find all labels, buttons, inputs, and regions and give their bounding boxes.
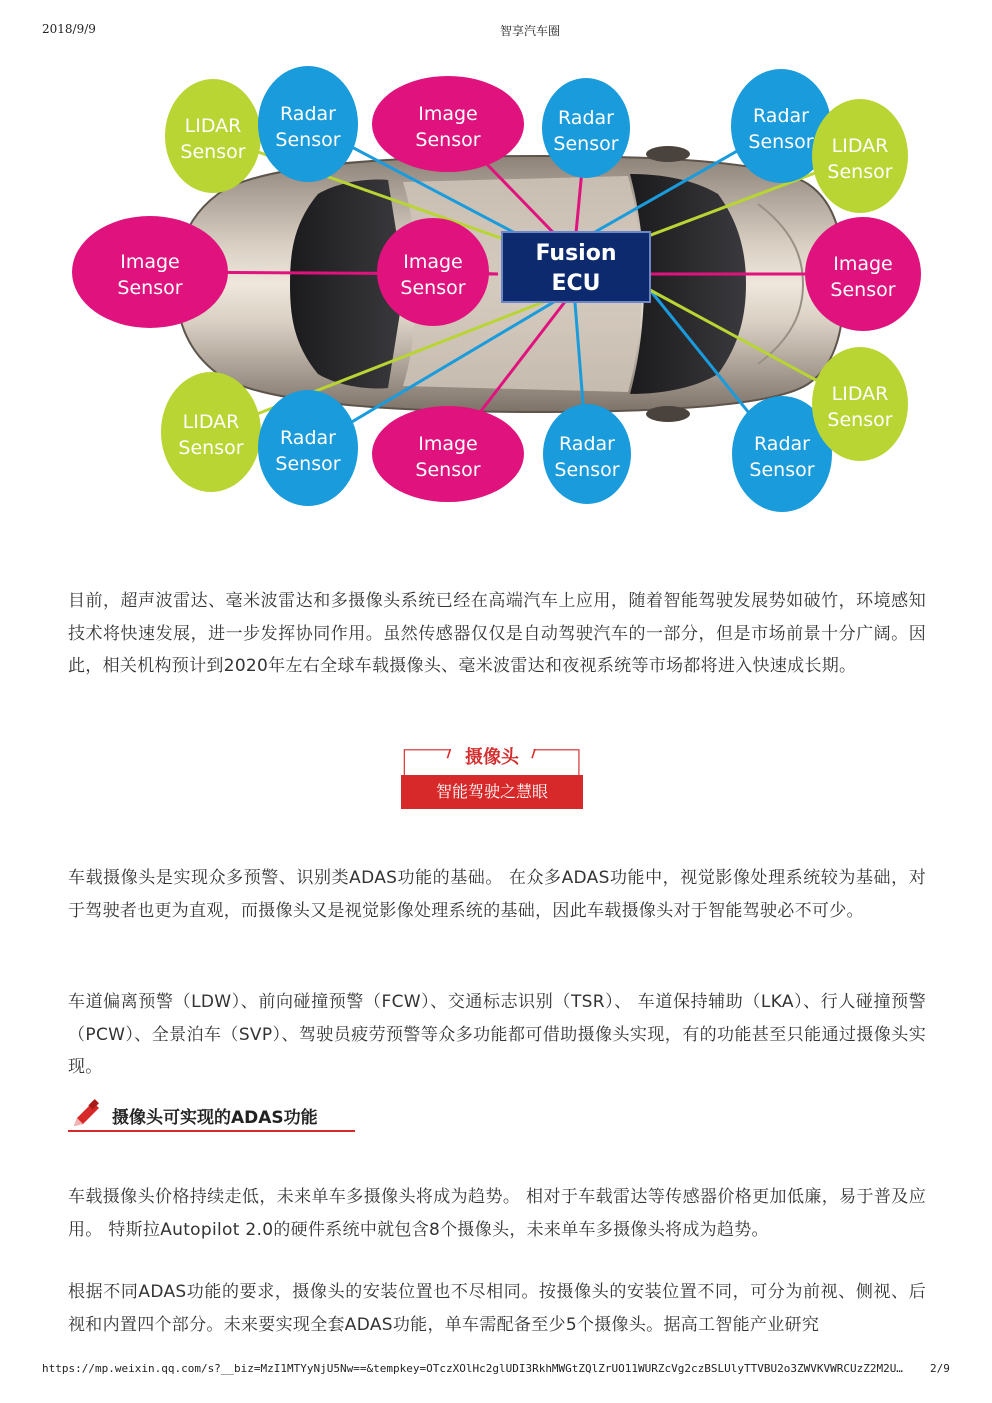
radar-sensor-label-line1: Radar xyxy=(558,107,614,129)
radar-sensor-label-line2: Sensor xyxy=(748,131,814,153)
lidar-sensor-label-line1: LIDAR xyxy=(831,383,889,405)
print-page-number: 2/9 xyxy=(930,1362,950,1375)
print-header xyxy=(0,22,992,42)
lidar-sensor-label-line1: LIDAR xyxy=(831,135,889,157)
fusion-ecu-box xyxy=(502,232,650,302)
lidar-sensor-bubble xyxy=(161,372,261,492)
image-sensor-label-line2: Sensor xyxy=(415,459,481,481)
sub-heading-text: 摄像头可实现的ADAS功能 xyxy=(112,1108,318,1128)
radar-sensor-bubble xyxy=(258,66,358,182)
lidar-sensor-label-line2: Sensor xyxy=(180,141,246,163)
print-date: 2018/9/9 xyxy=(42,22,96,36)
image-sensor-bubble xyxy=(372,406,524,502)
paragraph-3: 车道偏离预警（LDW）、前向碰撞预警（FCW）、交通标志识别（TSR）、 车道保持辅助（LKA）、行人碰撞预警（PCW）、全景泊车（SVP）、驾驶员疲劳预警等众多功能都可借助摄像头实现，有的功能甚至只能通过摄像头实现。 xyxy=(68,992,926,1077)
radar-sensor-label-line1: Radar xyxy=(280,427,336,449)
image-sensor-bubble xyxy=(372,76,524,172)
section-subtitle-banner: 智能驾驶之慧眼 xyxy=(401,775,583,809)
print-site-title: 智享汽车圈 xyxy=(499,24,560,38)
print-url: https://mp.weixin.qq.com/s?__biz=MzI1MTYyNjU5Nw==&tempkey=OTczXOlHc2glUDI3RkhMWGtZQlZrUO11WURZcVg2czBSLUlyTTVBU2o3ZWVKVWRCUzZ2M2U… xyxy=(42,1362,903,1375)
radar-sensor-label-line2: Sensor xyxy=(275,129,341,151)
lidar-sensor-label-line1: LIDAR xyxy=(182,411,240,433)
lidar-sensor-label-line2: Sensor xyxy=(178,437,244,459)
image-sensor-label-line1: Image xyxy=(418,433,478,455)
lidar-sensor-bubble xyxy=(165,79,261,193)
radar-sensor-bubble xyxy=(542,78,630,178)
image-sensor-label-line1: Image xyxy=(418,103,478,125)
lidar-sensor-label-line1: LIDAR xyxy=(184,115,242,137)
section-title-camera xyxy=(378,741,606,811)
image-sensor-label-line2: Sensor xyxy=(830,279,896,301)
image-sensor-label-line2: Sensor xyxy=(400,277,466,299)
lidar-sensor-label-line2: Sensor xyxy=(827,409,893,431)
image-sensor-bubble xyxy=(377,218,489,326)
sensor-fusion-figure xyxy=(68,44,924,514)
lidar-sensor-bubble xyxy=(812,99,908,213)
image-sensor-label-line1: Image xyxy=(120,251,180,273)
paragraph-2: 车载摄像头是实现众多预警、识别类ADAS功能的基础。 在众多ADAS功能中，视觉影像处理系统较为基础，对于驾驶者也更为直观，而摄像头又是视觉影像处理系统的基础，因此车载摄像头对于智能驾驶必不可少。 xyxy=(68,868,926,921)
section-title-text: 摄像头 xyxy=(465,747,519,768)
radar-sensor-label-line2: Sensor xyxy=(554,459,620,481)
image-sensor-bubble xyxy=(805,217,921,331)
image-sensor-label-line2: Sensor xyxy=(117,277,183,299)
radar-sensor-label-line2: Sensor xyxy=(275,453,341,475)
paragraph-4: 车载摄像头价格持续走低，未来单车多摄像头将成为趋势。 相对于车载雷达等传感器价格更加低廉，易于普及应用。 特斯拉Autopilot 2.0的硬件系统中就包含8个摄像头，未来单车多摄像头将成为趋势。 xyxy=(68,1187,926,1240)
ecu-label-line2: ECU xyxy=(551,271,601,296)
sub-heading-underline xyxy=(68,1130,355,1132)
image-sensor-label-line1: Image xyxy=(833,253,893,275)
image-sensor-label-line1: Image xyxy=(403,251,463,273)
radar-sensor-label-line1: Radar xyxy=(754,433,810,455)
radar-sensor-label-line1: Radar xyxy=(280,103,336,125)
radar-sensor-label-line1: Radar xyxy=(559,433,615,455)
pencil-icon xyxy=(68,1096,104,1132)
image-sensor-label-line2: Sensor xyxy=(415,129,481,151)
lidar-sensor-bubble xyxy=(812,347,908,461)
radar-sensor-label-line2: Sensor xyxy=(553,133,619,155)
sub-heading xyxy=(68,1096,358,1134)
lidar-sensor-label-line2: Sensor xyxy=(827,161,893,183)
radar-sensor-bubble xyxy=(543,404,631,504)
image-sensor-bubble xyxy=(72,216,228,328)
ecu-label-line1: Fusion xyxy=(535,241,617,266)
radar-sensor-bubble xyxy=(258,390,358,506)
radar-sensor-label-line1: Radar xyxy=(753,105,809,127)
paragraph-5: 根据不同ADAS功能的要求，摄像头的安装位置也不尽相同。按摄像头的安装位置不同，可分为前视、侧视、后视和内置四个部分。未来要实现全套ADAS功能，单车需配备至少5个摄像头。据高工智能产业研究 xyxy=(68,1282,926,1335)
paragraph-1: 目前，超声波雷达、毫米波雷达和多摄像头系统已经在高端汽车上应用，随着智能驾驶发展势如破竹，环境感知技术将快速发展，进一步发挥协同作用。虽然传感器仅仅是自动驾驶汽车的一部分，但是市场前景十分广阔。因此，相关机构预计到2020年左右全球车载摄像头、毫米波雷达和夜视系统等市场都将进入快速成长期。 xyxy=(68,591,926,676)
radar-sensor-label-line2: Sensor xyxy=(749,459,815,481)
